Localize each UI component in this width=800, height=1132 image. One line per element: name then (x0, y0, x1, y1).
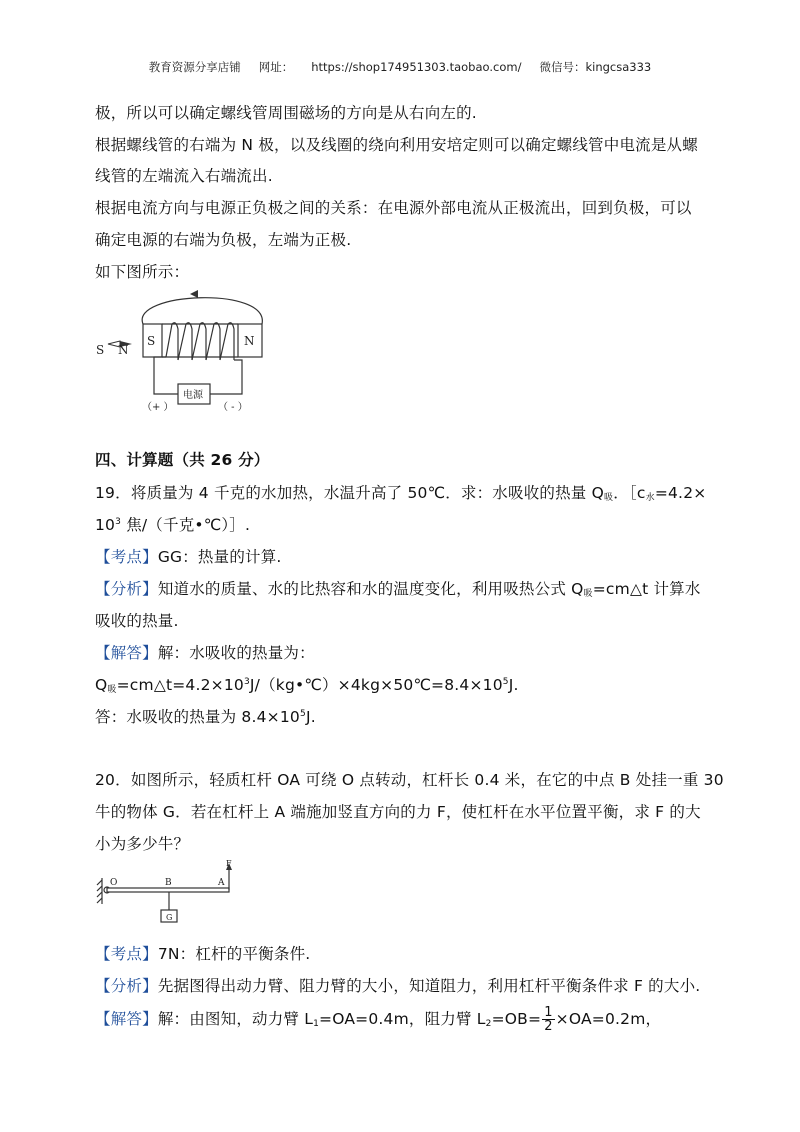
q20-line1: 20．如图所示，轻质杠杆 OA 可绕 O 点转动，杠杆长 0.4 米，在它的中点 B 处挂一重 30 (95, 771, 724, 789)
wechat-id: 微信号：kingcsa333 (539, 60, 652, 74)
field-arrow-icon (190, 290, 198, 298)
shop-url[interactable]: https://shop174951303.taobao.com/ (311, 60, 522, 74)
fraction: $\frac{1}{2}$ (544, 1005, 553, 1034)
lever-bar (107, 888, 229, 892)
q19-jieda: 【解答】解：水吸收的热量为： (95, 644, 315, 662)
q19-fenxi: 【分析】知道水的质量、水的比热容和水的温度变化，利用吸热公式 $Q_吸=cm\triangle t$ 计算水 (95, 580, 701, 599)
page-header (0, 59, 800, 75)
solenoid-figure (90, 284, 280, 414)
q20-kaodian: 【考点】7N：杠杆的平衡条件. (95, 945, 311, 963)
section-heading: 四、计算题（共 26 分） (95, 451, 270, 469)
force-f-label: F (226, 860, 232, 868)
q19-kaodian: 【考点】GG：热量的计算. (95, 548, 282, 566)
q19-line1: 19．将质量为 4 千克的水加热，水温升高了 50℃．求：水吸收的热量 $Q_吸$．$[c_水=4.2\times$ (95, 484, 707, 503)
text-line: 如下图所示： (95, 263, 190, 281)
coil-icon (166, 323, 234, 360)
text-line: 线管的左端流入右端流出. (95, 167, 273, 185)
text-line: 确定电源的右端为负极，左端为正极. (95, 231, 352, 249)
negative-terminal-label: （ - ） (218, 402, 248, 413)
q20-line2: 牛的物体 G．若在杠杆上 A 端施加竖直方向的力 F，使杠杆在水平位置平衡，求 F 的大 (95, 803, 701, 821)
q20-line3: 小为多少牛？ (95, 835, 190, 853)
q19-equation: $Q_吸=cm\triangle t=4.2\times 10^3J/(kg•℃)\times 4kg\times 50℃=8.4\times 10^5J$. (95, 676, 519, 695)
text-line: 根据螺线管的右端为 N 极，以及线圈的绕向利用安培定则可以确定螺线管中电流是从螺 (95, 136, 698, 154)
power-source-label: 电源 (183, 390, 203, 401)
text-line: 根据电流方向与电源正负极之间的关系：在电源外部电流从正极流出，回到负极，可以 (95, 199, 692, 217)
positive-terminal-label: （+ ） (142, 402, 174, 413)
point-o-label: O (110, 878, 118, 888)
point-b-label: B (165, 878, 172, 888)
q19-answer: 答：水吸收的热量为 $8.4\times 10^5J$. (95, 708, 316, 726)
solenoid-left-pole: S (147, 334, 156, 348)
point-a-label: A (218, 878, 225, 888)
q19-fenxi-cont: 吸收的热量. (95, 612, 179, 630)
site-label: 网址： (258, 60, 294, 74)
weight-g-label: G (166, 913, 173, 922)
q20-jieda: 【解答】解：由图知，动力臂 $L_1=OA=0.4m$，阻力臂 $L_2=OB=$ $\frac{1}{2}$ ×OA=0.2m， (95, 1005, 662, 1034)
text-line: 极，所以可以确定螺线管周围磁场的方向是从右向左的. (95, 104, 477, 122)
lever-figure (94, 860, 244, 930)
solenoid-right-pole: N (244, 334, 255, 348)
shop-name: 教育资源分享店铺 (148, 60, 241, 74)
needle-n-label: N (118, 343, 129, 357)
q20-fenxi: 【分析】先据图得出动力臂、阻力臂的大小，知道阻力，利用杠杆平衡条件求 F 的大小. (95, 977, 701, 995)
needle-s-label: S (96, 343, 105, 357)
q19-line2: $10^3$ 焦/（千克•℃）］. (95, 516, 251, 534)
wall-hatch-icon (97, 878, 102, 904)
